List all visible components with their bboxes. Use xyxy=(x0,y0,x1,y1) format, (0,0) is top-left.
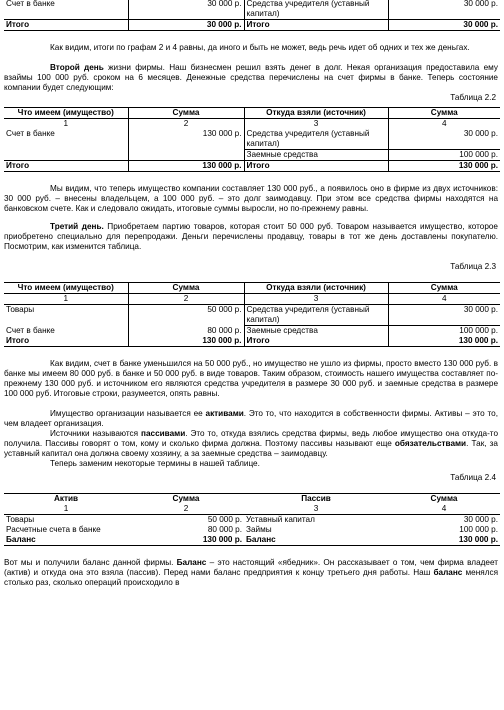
table-row xyxy=(4,150,500,161)
paragraph: Мы видим, что теперь имущество компании составляет 130 000 руб., а появилось оно в фирме из двух источников: 30 000 руб. – внесены владельцем, а 100 000 руб. – это долг заимодавцу. При этом все средства фирмы находятся на банковском счете. Как и следовало ожидать, итоговые суммы выросли, но по-прежнему равны. xyxy=(4,184,498,213)
table-header-row xyxy=(4,108,500,119)
cell: 4 xyxy=(441,294,447,303)
cell: Счет в банке xyxy=(4,326,128,337)
table-2-3 xyxy=(4,282,500,347)
cell: Займы xyxy=(246,525,272,534)
col-header: Откуда взяли (источник) xyxy=(244,283,388,294)
cell: 3 xyxy=(244,119,388,130)
cell: Уставный капитал xyxy=(246,515,315,524)
paragraph xyxy=(4,222,498,252)
paragraph xyxy=(4,558,498,588)
cell: 3 xyxy=(313,504,319,513)
table-caption: Таблица 2.2 xyxy=(450,93,496,102)
col-header: Что имеем (имущество) xyxy=(4,283,128,294)
table-number-row xyxy=(4,294,500,305)
cell: Средства учредителя (уставный капитал) xyxy=(244,305,388,326)
col-header: Сумма xyxy=(172,494,200,503)
cell: 80 000 р. xyxy=(128,326,244,337)
cell: Заемные средства xyxy=(244,326,388,337)
table-row xyxy=(4,515,500,526)
cell: 2 xyxy=(128,294,244,305)
table-2-1 xyxy=(4,0,500,31)
paragraph: Теперь заменим некоторые термины в нашей таблице. xyxy=(50,459,260,468)
cell: 130 000 р. xyxy=(128,336,244,347)
table-total-row xyxy=(4,20,500,31)
col-header: Пассив xyxy=(301,494,331,503)
col-header: Актив xyxy=(53,494,79,503)
cell: 30 000 р. xyxy=(388,129,500,150)
cell: 50 000 р. xyxy=(128,305,244,326)
bold-term: Баланс xyxy=(176,558,207,567)
col-header: Сумма xyxy=(128,108,244,119)
cell: Средства учредителя (уставный капитал) xyxy=(244,0,388,20)
cell: Товары xyxy=(4,305,128,326)
cell: 30 000 р. xyxy=(463,20,498,29)
text: – это настоящий «ябедник». Он рассказывает о том, чем фирма владеет (актив) и откуда она это взяла (пассив). Перед нами баланс предприятия к концу третьего дня работы. Наш xyxy=(4,558,498,577)
cell: 1 xyxy=(4,119,128,130)
cell: 2 xyxy=(183,504,189,513)
text: . Это то, откуда взялись средства фирмы, ведь любое имущество она откуда-то получила. Пассивы говорят о том, кому и сколько фирма должна. Поэтому пассивы называют еще xyxy=(4,429,499,448)
cell: 1 xyxy=(63,504,69,513)
cell xyxy=(128,150,244,161)
cell: Счет в банке xyxy=(4,129,128,150)
cell: 130 000 р. xyxy=(128,129,244,150)
cell: Итого xyxy=(244,20,388,31)
cell: 100 000 р. xyxy=(459,525,498,534)
table-header-row xyxy=(4,494,500,505)
paragraph: Как видим, итоги по графам 2 и 4 равны, да иного и быть не может, ведь речь идет об одних и тех же деньгах. xyxy=(50,43,470,52)
table-header-row xyxy=(4,283,500,294)
cell: Итого xyxy=(4,336,128,347)
bold-lead: Второй день xyxy=(50,63,104,72)
table-number-row xyxy=(4,119,500,130)
text: жизни фирмы. Наш бизнесмен решил взять денег в долг. Некая организация предоставила ему взаймы 100 000 руб. сроком на 6 месяцев. Денежные средства перечислены на счет фирмы в банке. Теперь состояние компании будет следующим: xyxy=(4,63,498,92)
cell: Баланс xyxy=(6,535,36,544)
table-row xyxy=(4,0,500,20)
cell: 100 000 р. xyxy=(459,326,498,335)
table-row xyxy=(4,305,500,326)
cell: 80 000 р. xyxy=(207,525,242,534)
cell: Счет в банке xyxy=(4,0,128,20)
text: менялся столько раз, сколько операций происходило в xyxy=(4,568,499,587)
cell: 30 000 р. xyxy=(128,20,244,31)
text: . Так, за уставный капитал она должна своему хозяину, а за заемные средства – заимодавцу. xyxy=(4,439,498,458)
cell: 2 xyxy=(128,119,244,130)
cell: 130 000 р. xyxy=(458,336,498,345)
cell: 30 000 р. xyxy=(463,515,498,524)
cell: Расчетные счета в банке xyxy=(6,525,101,534)
cell: 30 000 р. xyxy=(128,0,244,20)
table-caption: Таблица 2.3 xyxy=(450,262,496,271)
text: . Это то, что находится в собственности фирмы. Активы – это то, чем владеет организация. xyxy=(4,409,498,428)
cell: 3 xyxy=(244,294,388,305)
paragraph xyxy=(4,63,498,93)
cell: 130 000 р. xyxy=(128,161,244,172)
cell: Итого xyxy=(244,336,388,347)
table-number-row xyxy=(4,504,500,515)
cell: 100 000 р. xyxy=(459,150,498,159)
table-2-2 xyxy=(4,107,500,172)
bold-lead: Третий день. xyxy=(50,222,104,231)
paragraph xyxy=(4,429,498,459)
cell: 4 xyxy=(441,504,447,513)
col-header: Сумма xyxy=(430,494,458,503)
text: Вот мы и получили баланс данной фирмы. xyxy=(4,558,177,567)
table-row xyxy=(4,525,500,535)
cell: 30 000 р. xyxy=(388,305,500,326)
cell: 50 000 р. xyxy=(207,515,242,524)
cell xyxy=(4,150,128,161)
text: Источники называются xyxy=(50,429,142,438)
cell: Итого xyxy=(4,20,128,31)
bold-term: обязательствами xyxy=(394,439,467,448)
col-header: Сумма xyxy=(430,283,458,292)
col-header: Откуда взяли (источник) xyxy=(244,108,388,119)
text: Приобретаем партию товаров, которая стоит 50 000 руб. Товаром называется имущество, которое приобретено специально для перепродажи. Деньги перечислены продавцу, товары в тот же день доставлены покупателю. Посмотрим, как изменится таблица. xyxy=(4,222,498,251)
text: Имущество организации называется ее xyxy=(50,409,206,418)
bold-term: пассивами xyxy=(141,429,186,438)
table-caption: Таблица 2.4 xyxy=(450,473,496,482)
table-total-row xyxy=(4,336,500,347)
paragraph: Как видим, счет в банке уменьшился на 50 000 руб., но имущество не ушло из фирмы, просто вместо 130 000 руб. в банке мы имеем 80 000 руб. в банке и 50 000 руб. в виде товаров. Таким образом, стоимость нашего имущества составляет по-прежнему 130 000 руб. и источником его являются средства учредителя в размере 30 000 руб. и заемные средства в размере 100 000 руб. Итоговые строки, разумеется, опять равны. xyxy=(4,359,498,398)
table-row xyxy=(4,129,500,150)
cell: 130 000 р. xyxy=(458,535,498,544)
cell: Товары xyxy=(6,515,35,524)
col-header: Сумма xyxy=(430,108,458,117)
table-total-row xyxy=(4,161,500,172)
bold-term: баланс xyxy=(433,568,463,577)
table-total-row xyxy=(4,535,500,546)
col-header: Что имеем (имущество) xyxy=(4,108,128,119)
col-header: Сумма xyxy=(128,283,244,294)
cell: 130 000 р. xyxy=(458,161,498,170)
cell: 4 xyxy=(441,119,447,128)
cell: 1 xyxy=(4,294,128,305)
cell: 30 000 р. xyxy=(463,0,498,8)
cell: Средства учредителя (уставный капитал) xyxy=(244,129,388,150)
table-2-4 xyxy=(4,493,500,546)
cell: Итого xyxy=(244,161,388,172)
cell: Итого xyxy=(4,161,128,172)
cell: Баланс xyxy=(246,535,276,544)
bold-term: активами xyxy=(205,409,244,418)
cell: Заемные средства xyxy=(244,150,388,161)
table-row xyxy=(4,326,500,337)
paragraph xyxy=(4,409,498,429)
cell: 130 000 р. xyxy=(202,535,242,544)
